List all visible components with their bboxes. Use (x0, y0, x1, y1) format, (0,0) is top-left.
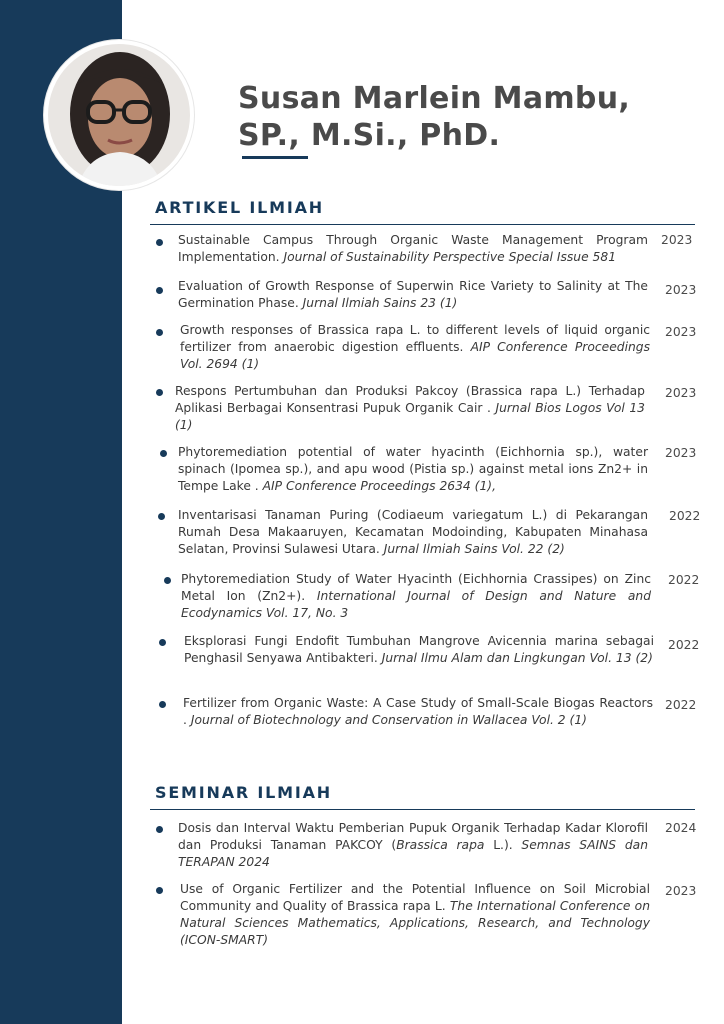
entry-title: Evaluation of Growth Response of Superwin Rice Variety to Salinity at The Germination Phase. (178, 279, 648, 310)
entry-title-species: Brassica rapa (396, 838, 485, 852)
seminar-section-title: SEMINAR ILMIAH (155, 783, 332, 802)
entry-citation (181, 571, 651, 622)
bullet-icon (160, 450, 167, 457)
seminar-section-divider (150, 809, 695, 810)
entry-citation (175, 383, 645, 434)
profile-name (238, 80, 698, 154)
entry-citation (183, 695, 653, 729)
entry-year: 2022 (668, 638, 700, 652)
entry-year: 2022 (669, 509, 701, 523)
bullet-icon (159, 701, 166, 708)
entry-citation (178, 232, 648, 266)
name-underline (242, 156, 308, 159)
bullet-icon (156, 887, 163, 894)
entry-title: Phytoremediation potential of water hyacinth (Eichhornia sp.), water spinach (Ipomea sp.), and apu wood (Pistia sp.) against metal ions Zn2+ in Tempe Lake . (178, 445, 648, 493)
entry-citation (178, 820, 648, 871)
artikel-section-title: ARTIKEL ILMIAH (155, 198, 324, 217)
entry-year: 2022 (665, 698, 697, 712)
entry-title: Phytoremediation Study of Water Hyacinth (Eichhornia Crassipes) on Zinc Metal Ion (Zn2+). (181, 572, 651, 603)
entry-title: Inventarisasi Tanaman Puring (Codiaeum variegatum L.) di Pekarangan Rumah Desa Makaaruyen, Kecamatan Modoinding, Kabupaten Minahasa Selatan, Provinsi Sulawesi Utara. (178, 508, 648, 556)
entry-year: 2022 (668, 573, 700, 587)
entry-journal: AIP Conference Proceedings 2634 (1), (262, 479, 496, 493)
entry-journal: Jurnal Ilmiah Sains Vol. 22 (2) (383, 542, 565, 556)
bullet-icon (164, 577, 171, 584)
entry-title: Respons Pertumbuhan dan Produksi Pakcoy (Brassica rapa L.) Terhadap Aplikasi Berbagai Konsentrasi Pupuk Organik Cair . (175, 384, 645, 415)
entry-citation (180, 322, 650, 373)
entry-journal: Journal of Sustainability Perspective Special Issue 581 (283, 250, 617, 264)
entry-title: Eksplorasi Fungi Endofit Tumbuhan Mangrove Avicennia marina sebagai Penghasil Senyawa Antibakteri. (184, 634, 654, 665)
entry-year: 2023 (665, 386, 697, 400)
entry-citation (178, 278, 648, 312)
entry-journal: Journal of Biotechnology and Conservation in Wallacea Vol. 2 (1) (190, 713, 587, 727)
bullet-icon (156, 826, 163, 833)
entry-journal: Jurnal Bios Logos Vol 13 (1) (175, 401, 645, 432)
entry-citation (184, 633, 654, 667)
entry-citation (178, 444, 648, 495)
entry-journal: Jurnal Ilmiah Sains 23 (1) (302, 296, 458, 310)
entry-journal: Semnas SAINS dan TERAPAN 2024 (178, 838, 648, 869)
bullet-icon (159, 639, 166, 646)
bullet-icon (156, 239, 163, 246)
bullet-icon (156, 389, 163, 396)
entry-title: Fertilizer from Organic Waste: A Case Study of Small-Scale Biogas Reactors . (183, 696, 653, 727)
name-line-1: Susan Marlein Mambu, (238, 81, 631, 116)
profile-photo (44, 40, 194, 190)
entry-title: Dosis dan Interval Waktu Pemberian Pupuk Organik Terhadap Kadar Klorofil dan Produksi Tanaman PAKCOY ( (178, 821, 648, 852)
entry-year: 2023 (665, 884, 697, 898)
entry-year: 2023 (661, 233, 693, 247)
entry-journal: The International Conference on Natural Sciences Mathematics, Applications, Research, and Technology (ICON-SMART) (180, 899, 650, 947)
entry-journal: International Journal of Design and Nature and Ecodynamics Vol. 17, No. 3 (181, 589, 651, 620)
entry-citation (178, 507, 648, 558)
entry-journal: AIP Conference Proceedings Vol. 2694 (1) (180, 340, 650, 371)
entry-title-end: L.). (484, 838, 513, 852)
bullet-icon (158, 513, 165, 520)
bullet-icon (156, 329, 163, 336)
bullet-icon (156, 287, 163, 294)
entry-title: Growth responses of Brassica rapa L. to different levels of liquid organic fertilizer from anaerobic digestion effluents. (180, 323, 650, 354)
entry-year: 2023 (665, 283, 697, 297)
entry-year: 2024 (665, 821, 697, 835)
name-line-2: SP., M.Si., PhD. (238, 118, 501, 153)
portrait-illustration (48, 44, 190, 186)
entry-citation (180, 881, 650, 949)
entry-journal: Jurnal Ilmu Alam dan Lingkungan Vol. 13 (2) (381, 651, 653, 665)
entry-title: Sustainable Campus Through Organic Waste Management Program Implementation. (178, 233, 648, 264)
entry-year: 2023 (665, 325, 697, 339)
entry-title: Use of Organic Fertilizer and the Potential Influence on Soil Microbial Community and Quality of Brassica rapa L. (180, 882, 650, 913)
artikel-section-divider (150, 224, 695, 225)
entry-year: 2023 (665, 446, 697, 460)
